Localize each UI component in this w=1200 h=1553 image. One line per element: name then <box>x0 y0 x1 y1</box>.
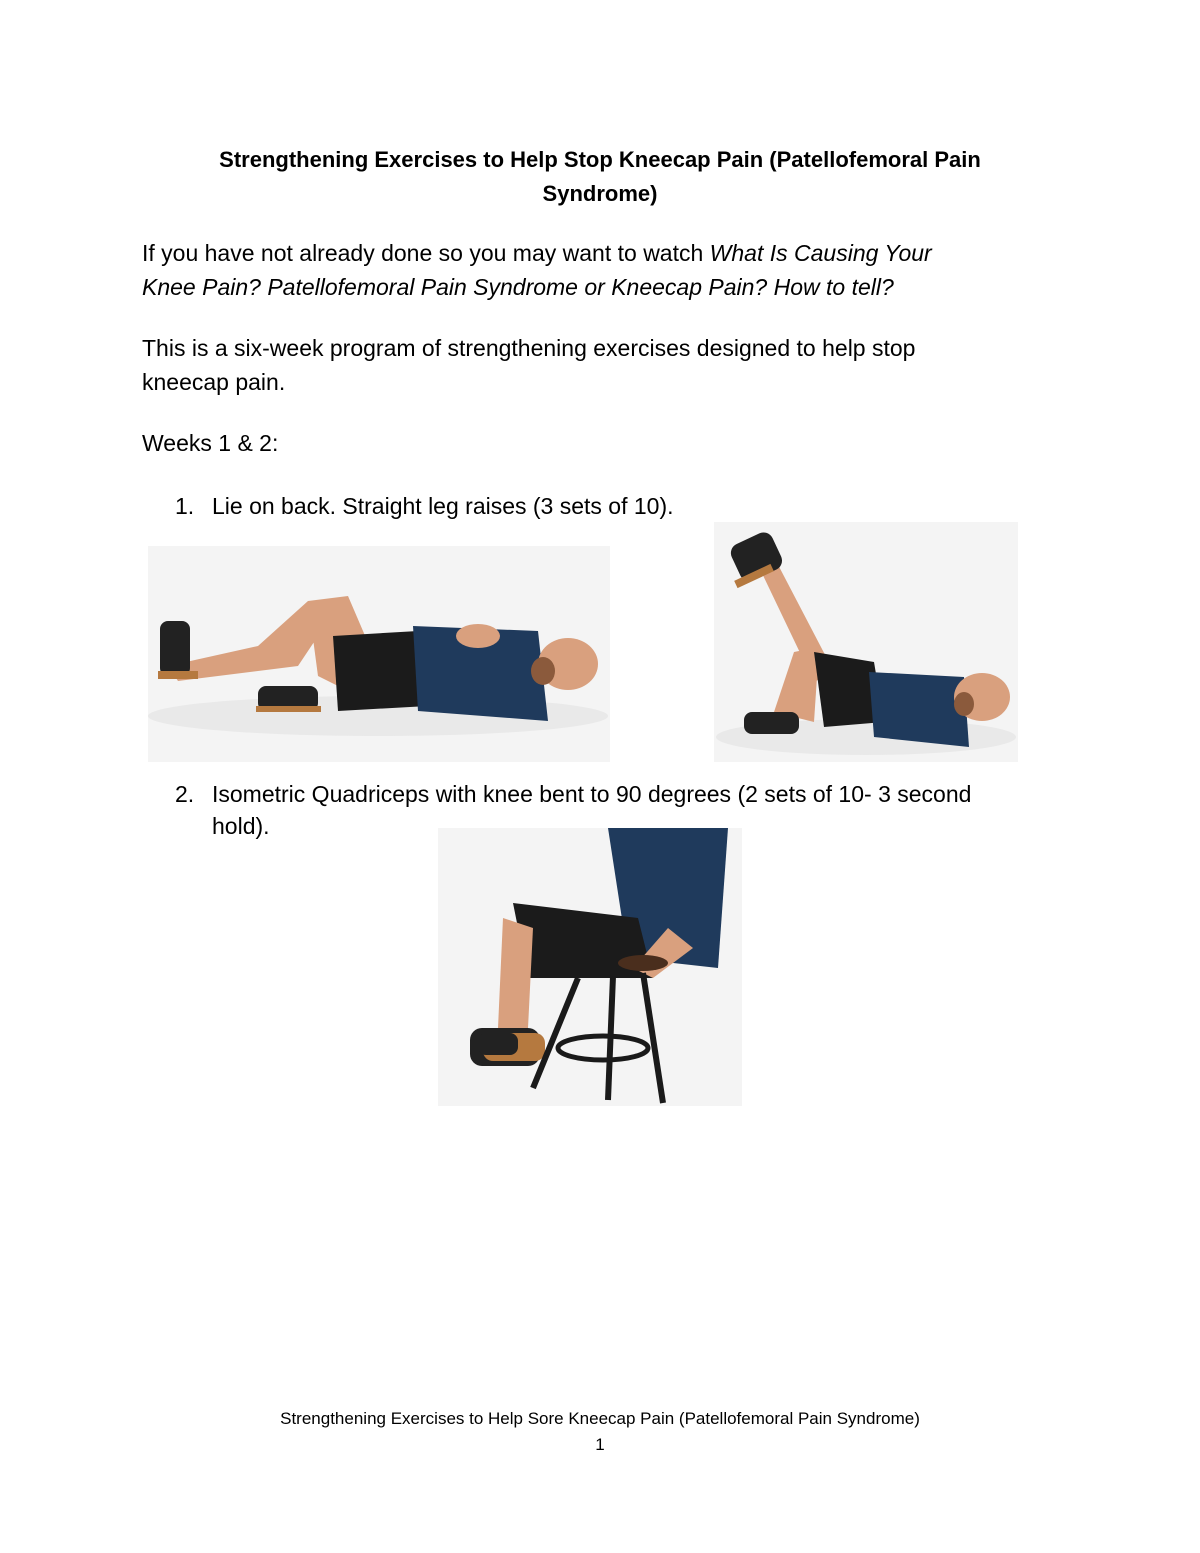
intro-prefix: If you have not already done so you may want to watch <box>142 240 710 266</box>
exercise-text-line-1: Isometric Quadriceps with knee bent to 90 degrees (2 sets of 10- 3 second <box>212 781 972 807</box>
page-footer <box>0 1406 1200 1458</box>
isometric-quadriceps-seated-photo <box>438 828 742 1106</box>
weeks-heading: Weeks 1 & 2: <box>142 430 279 456</box>
title-line-1: Strengthening Exercises to Help Stop Kneecap Pain (Patellofemoral Pain <box>219 147 981 172</box>
video-title-part-1: What Is Causing Your <box>709 240 932 266</box>
title-line-2: Syndrome) <box>542 181 658 206</box>
intro-paragraph <box>142 236 1042 304</box>
exercise-text-line-2: hold). <box>212 813 270 839</box>
program-paragraph <box>142 331 1042 399</box>
page-number: 1 <box>595 1435 605 1454</box>
straight-leg-raise-lifted-photo <box>714 522 1018 762</box>
program-line-2: kneecap pain. <box>142 369 286 395</box>
footer-text: Strengthening Exercises to Help Sore Kneecap Pain (Patellofemoral Pain Syndrome) <box>280 1409 920 1428</box>
exercise-number: 1. <box>175 493 195 519</box>
program-line-1: This is a six-week program of strengthening exercises designed to help stop <box>142 335 916 361</box>
video-title-part-2: Knee Pain? Patellofemoral Pain Syndrome or Kneecap Pain? How to tell? <box>142 274 894 300</box>
exercise-number: 2. <box>175 781 195 807</box>
document-title <box>150 143 1050 211</box>
exercise-text: Lie on back. Straight leg raises (3 sets of 10). <box>212 493 674 519</box>
straight-leg-raise-start-photo <box>148 546 610 762</box>
